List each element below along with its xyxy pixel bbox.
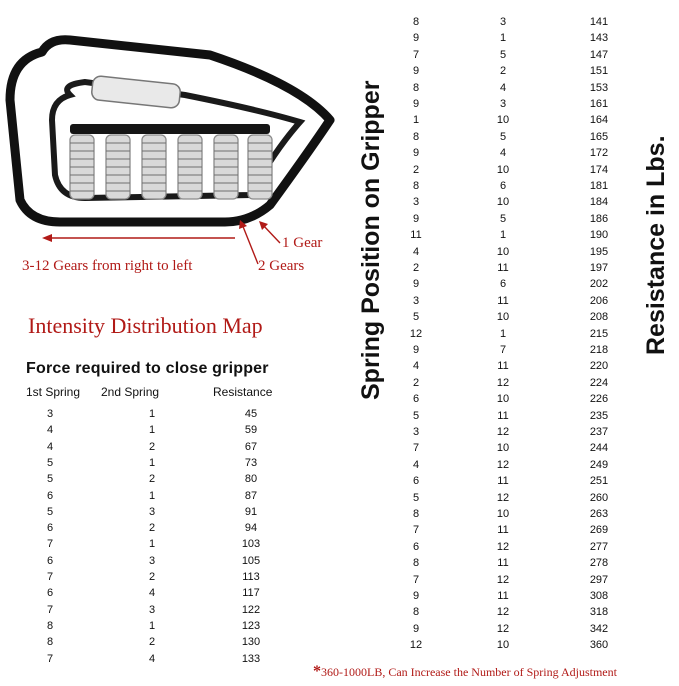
column-resistance: Resistance bbox=[213, 385, 273, 399]
second-spring-cell: 12 bbox=[496, 573, 510, 586]
first-spring-cell: 2 bbox=[412, 376, 420, 389]
first-spring-cell: 5 bbox=[412, 311, 420, 324]
table-row bbox=[380, 80, 640, 96]
column-second-spring: 2nd Spring bbox=[101, 385, 160, 399]
first-spring-cell: 6 bbox=[46, 522, 54, 535]
resistance-cell: 251 bbox=[589, 475, 609, 488]
resistance-cell: 190 bbox=[589, 229, 609, 242]
table-row bbox=[0, 422, 300, 438]
table-row bbox=[380, 227, 640, 243]
first-spring-cell: 4 bbox=[412, 245, 420, 258]
first-spring-cell: 5 bbox=[46, 505, 54, 518]
second-spring-cell: 12 bbox=[496, 426, 510, 438]
second-spring-cell: 10 bbox=[496, 639, 510, 652]
force-required-title: Force required to close gripper bbox=[26, 360, 269, 377]
first-spring-cell: 8 bbox=[412, 16, 420, 28]
resistance-cell: 277 bbox=[589, 540, 609, 553]
table-row bbox=[380, 260, 640, 276]
resistance-cell: 206 bbox=[589, 294, 609, 307]
table-row bbox=[380, 309, 640, 325]
second-spring-cell: 5 bbox=[499, 212, 507, 225]
table-row bbox=[380, 588, 640, 604]
second-spring-cell: 1 bbox=[148, 408, 156, 420]
table-row bbox=[380, 129, 640, 145]
second-spring-cell: 11 bbox=[497, 557, 509, 570]
resistance-cell: 130 bbox=[241, 636, 261, 649]
footnote-star: * bbox=[313, 663, 321, 680]
first-spring-cell: 12 bbox=[409, 639, 423, 652]
table-row bbox=[380, 375, 640, 391]
second-spring-cell: 10 bbox=[496, 163, 510, 176]
table-row bbox=[0, 504, 300, 520]
second-spring-cell: 11 bbox=[497, 409, 509, 422]
table-row bbox=[380, 342, 640, 358]
table-row bbox=[380, 63, 640, 79]
second-spring-cell: 1 bbox=[499, 229, 507, 242]
table-row bbox=[380, 572, 640, 588]
table-row bbox=[380, 211, 640, 227]
second-spring-cell: 12 bbox=[496, 458, 510, 471]
resistance-cell: 133 bbox=[241, 652, 261, 665]
footnote-text: 360-1000LB, Can Increase the Number of Spring Adjustment bbox=[321, 665, 617, 679]
table-row bbox=[380, 145, 640, 161]
table-row bbox=[380, 522, 640, 538]
second-spring-cell: 12 bbox=[496, 606, 510, 619]
first-spring-cell: 1 bbox=[412, 114, 420, 127]
first-spring-cell: 9 bbox=[412, 622, 420, 635]
resistance-cell: 103 bbox=[241, 538, 261, 551]
resistance-cell: 195 bbox=[589, 245, 609, 258]
table-row bbox=[380, 358, 640, 374]
resistance-cell: 342 bbox=[589, 622, 609, 635]
second-spring-cell: 4 bbox=[499, 147, 507, 160]
resistance-cell: 224 bbox=[589, 376, 609, 389]
first-spring-cell: 7 bbox=[46, 571, 54, 583]
second-spring-cell: 4 bbox=[148, 587, 156, 600]
second-spring-cell: 4 bbox=[499, 81, 507, 94]
second-spring-cell: 11 bbox=[497, 524, 509, 537]
resistance-cell: 117 bbox=[242, 587, 260, 600]
resistance-cell: 218 bbox=[589, 344, 609, 356]
table-row bbox=[380, 457, 640, 473]
table-row bbox=[380, 539, 640, 555]
resistance-cell: 186 bbox=[589, 212, 609, 225]
table-row bbox=[380, 293, 640, 309]
resistance-cell: 263 bbox=[589, 508, 609, 520]
second-spring-cell: 2 bbox=[499, 65, 507, 78]
table-row bbox=[0, 602, 300, 618]
table-row bbox=[380, 96, 640, 112]
first-spring-cell: 6 bbox=[412, 393, 420, 406]
second-spring-cell: 7 bbox=[499, 344, 507, 356]
first-spring-cell: 6 bbox=[46, 489, 54, 502]
resistance-cell: 141 bbox=[589, 16, 609, 28]
first-spring-cell: 3 bbox=[46, 408, 54, 420]
first-spring-cell: 6 bbox=[412, 475, 420, 488]
second-spring-cell: 1 bbox=[148, 489, 156, 502]
second-spring-cell: 12 bbox=[496, 540, 510, 553]
resistance-cell: 164 bbox=[589, 114, 609, 127]
second-spring-cell: 11 bbox=[497, 262, 509, 274]
table-row bbox=[380, 47, 640, 63]
first-spring-cell: 9 bbox=[412, 32, 420, 45]
table-row bbox=[380, 178, 640, 194]
second-spring-cell: 11 bbox=[497, 475, 509, 488]
resistance-cell: 260 bbox=[589, 491, 609, 504]
resistance-cell: 297 bbox=[589, 573, 609, 586]
resistance-cell: 143 bbox=[589, 32, 609, 45]
second-spring-cell: 1 bbox=[148, 538, 156, 551]
first-spring-cell: 5 bbox=[46, 473, 54, 486]
second-spring-cell: 10 bbox=[496, 311, 510, 324]
first-spring-cell: 9 bbox=[412, 98, 420, 110]
resistance-cell: 161 bbox=[589, 98, 609, 110]
first-spring-cell: 8 bbox=[46, 636, 54, 649]
second-spring-cell: 3 bbox=[499, 16, 507, 28]
first-spring-cell: 8 bbox=[412, 557, 420, 570]
resistance-cell: 220 bbox=[589, 360, 609, 373]
second-spring-cell: 10 bbox=[496, 393, 510, 406]
table-row bbox=[380, 14, 640, 30]
table-row bbox=[380, 244, 640, 260]
intensity-map-title: Intensity Distribution Map bbox=[28, 313, 263, 338]
column-first-spring: 1st Spring bbox=[26, 385, 81, 399]
table-row bbox=[0, 439, 300, 455]
second-spring-cell: 10 bbox=[496, 114, 510, 127]
table-row bbox=[0, 553, 300, 569]
resistance-cell: 123 bbox=[241, 619, 261, 632]
first-spring-cell: 2 bbox=[412, 163, 420, 176]
second-spring-cell: 1 bbox=[148, 619, 156, 632]
table-row bbox=[380, 194, 640, 210]
first-spring-cell: 9 bbox=[412, 65, 420, 78]
resistance-cell: 244 bbox=[589, 442, 609, 455]
first-spring-cell: 9 bbox=[412, 212, 420, 225]
resistance-cell: 59 bbox=[244, 424, 258, 437]
resistance-cell: 113 bbox=[242, 571, 260, 583]
resistance-cell: 80 bbox=[244, 473, 258, 486]
resistance-cell: 278 bbox=[589, 557, 609, 570]
second-spring-cell: 2 bbox=[148, 522, 156, 535]
resistance-cell: 91 bbox=[244, 505, 258, 518]
resistance-cell: 197 bbox=[589, 262, 609, 274]
resistance-cell: 308 bbox=[589, 590, 609, 602]
resistance-cell: 94 bbox=[244, 522, 258, 535]
second-spring-cell: 11 bbox=[497, 360, 509, 373]
table-row bbox=[380, 440, 640, 456]
first-spring-cell: 4 bbox=[46, 424, 54, 437]
left-resistance-table bbox=[0, 406, 300, 676]
table-row bbox=[380, 621, 640, 637]
first-spring-cell: 4 bbox=[412, 360, 420, 373]
table-row bbox=[380, 408, 640, 424]
second-spring-cell: 5 bbox=[499, 48, 507, 61]
first-spring-cell: 7 bbox=[412, 442, 420, 455]
second-spring-cell: 11 bbox=[497, 294, 509, 307]
first-spring-cell: 9 bbox=[412, 590, 420, 602]
gear-rail bbox=[70, 124, 270, 134]
second-spring-cell: 1 bbox=[148, 424, 156, 437]
resistance-cell: 269 bbox=[589, 524, 609, 537]
resistance-cell: 174 bbox=[589, 163, 609, 176]
gears-direction-label: 3-12 Gears from right to left bbox=[22, 258, 193, 274]
first-spring-cell: 7 bbox=[412, 524, 420, 537]
table-row bbox=[0, 455, 300, 471]
first-spring-cell: 4 bbox=[412, 458, 420, 471]
resistance-cell: 360 bbox=[589, 639, 609, 652]
resistance-cell: 235 bbox=[589, 409, 609, 422]
first-spring-cell: 8 bbox=[412, 606, 420, 619]
first-spring-cell: 5 bbox=[46, 456, 54, 469]
first-spring-cell: 6 bbox=[46, 587, 54, 600]
resistance-cell: 237 bbox=[589, 426, 609, 438]
first-spring-cell: 9 bbox=[412, 147, 420, 160]
spring-coils bbox=[70, 143, 272, 191]
table-row bbox=[380, 473, 640, 489]
resistance-cell: 73 bbox=[244, 456, 258, 469]
resistance-cell: 45 bbox=[244, 408, 258, 420]
second-spring-cell: 10 bbox=[496, 196, 510, 209]
one-gear-label: 1 Gear bbox=[282, 235, 323, 251]
first-spring-cell: 6 bbox=[46, 554, 54, 567]
first-spring-cell: 8 bbox=[412, 130, 420, 143]
table-row bbox=[380, 555, 640, 571]
two-gears-label: 2 Gears bbox=[258, 258, 305, 274]
second-spring-cell: 3 bbox=[148, 505, 156, 518]
resistance-cell: 184 bbox=[589, 196, 609, 209]
resistance-vertical-label: Resistance in Lbs. bbox=[642, 135, 670, 355]
table-row bbox=[380, 506, 640, 522]
resistance-cell: 122 bbox=[241, 603, 261, 616]
resistance-cell: 172 bbox=[589, 147, 609, 160]
resistance-cell: 318 bbox=[589, 606, 609, 619]
resistance-cell: 147 bbox=[589, 48, 609, 61]
first-spring-cell: 7 bbox=[46, 538, 54, 551]
table-row bbox=[380, 326, 640, 342]
table-row bbox=[0, 618, 300, 634]
first-spring-cell: 8 bbox=[46, 619, 54, 632]
resistance-cell: 249 bbox=[589, 458, 609, 471]
second-spring-cell: 3 bbox=[148, 603, 156, 616]
second-spring-cell: 12 bbox=[496, 376, 510, 389]
second-spring-cell: 2 bbox=[148, 473, 156, 486]
first-spring-cell: 3 bbox=[412, 426, 420, 438]
resistance-cell: 105 bbox=[241, 554, 261, 567]
resistance-cell: 181 bbox=[589, 180, 609, 192]
resistance-cell: 151 bbox=[589, 65, 609, 78]
first-spring-cell: 5 bbox=[412, 491, 420, 504]
first-spring-cell: 8 bbox=[412, 508, 420, 520]
table-row bbox=[0, 488, 300, 504]
second-spring-cell: 3 bbox=[499, 98, 507, 110]
second-spring-cell: 12 bbox=[496, 622, 510, 635]
resistance-cell: 153 bbox=[589, 81, 609, 94]
table-row bbox=[0, 634, 300, 650]
table-row bbox=[380, 637, 640, 653]
first-spring-cell: 5 bbox=[412, 409, 420, 422]
table-row bbox=[0, 471, 300, 487]
table-row bbox=[380, 112, 640, 128]
first-spring-cell: 3 bbox=[412, 294, 420, 307]
resistance-cell: 202 bbox=[589, 278, 609, 291]
table-row bbox=[380, 490, 640, 506]
second-spring-cell: 2 bbox=[148, 571, 156, 583]
first-spring-cell: 7 bbox=[412, 48, 420, 61]
second-spring-cell: 6 bbox=[499, 180, 507, 192]
table-row bbox=[0, 651, 300, 667]
table-row bbox=[0, 520, 300, 536]
table-row bbox=[0, 406, 300, 422]
second-spring-cell: 10 bbox=[496, 442, 510, 455]
spring-position-vertical-label: Spring Position on Gripper bbox=[357, 80, 385, 400]
first-spring-cell: 3 bbox=[412, 196, 420, 209]
second-spring-cell: 2 bbox=[148, 440, 156, 453]
resistance-cell: 87 bbox=[244, 489, 258, 502]
gripper-handle bbox=[91, 75, 181, 108]
second-spring-cell: 3 bbox=[148, 554, 156, 567]
first-spring-cell: 7 bbox=[46, 603, 54, 616]
second-spring-cell: 6 bbox=[499, 278, 507, 291]
table-row bbox=[380, 391, 640, 407]
first-spring-cell: 9 bbox=[412, 278, 420, 291]
table-row bbox=[0, 536, 300, 552]
table-row bbox=[380, 604, 640, 620]
second-spring-cell: 1 bbox=[499, 32, 507, 45]
first-spring-cell: 12 bbox=[409, 327, 423, 340]
first-spring-cell: 4 bbox=[46, 440, 54, 453]
table-row bbox=[380, 424, 640, 440]
resistance-cell: 226 bbox=[589, 393, 609, 406]
hand-gripper-image bbox=[0, 0, 340, 300]
resistance-cell: 165 bbox=[589, 130, 609, 143]
first-spring-cell: 6 bbox=[412, 540, 420, 553]
first-spring-cell: 7 bbox=[46, 652, 54, 665]
second-spring-cell: 10 bbox=[496, 245, 510, 258]
second-spring-cell: 2 bbox=[148, 636, 156, 649]
second-spring-cell: 4 bbox=[148, 652, 156, 665]
table-row bbox=[380, 30, 640, 46]
resistance-cell: 215 bbox=[589, 327, 609, 340]
second-spring-cell: 1 bbox=[499, 327, 507, 340]
first-spring-cell: 2 bbox=[412, 262, 420, 274]
second-spring-cell: 5 bbox=[499, 130, 507, 143]
resistance-cell: 67 bbox=[244, 440, 258, 453]
first-spring-cell: 11 bbox=[410, 229, 422, 242]
second-spring-cell: 12 bbox=[496, 491, 510, 504]
springs bbox=[70, 135, 272, 199]
first-spring-cell: 8 bbox=[412, 180, 420, 192]
first-spring-cell: 7 bbox=[412, 573, 420, 586]
resistance-cell: 208 bbox=[589, 311, 609, 324]
table-row bbox=[0, 569, 300, 585]
table-row bbox=[380, 162, 640, 178]
second-spring-cell: 1 bbox=[148, 456, 156, 469]
first-spring-cell: 9 bbox=[412, 344, 420, 356]
second-spring-cell: 11 bbox=[497, 590, 509, 602]
right-resistance-table bbox=[380, 14, 640, 664]
table-row bbox=[0, 585, 300, 601]
first-spring-cell: 8 bbox=[412, 81, 420, 94]
table-row bbox=[380, 276, 640, 292]
footnote bbox=[313, 663, 617, 681]
second-spring-cell: 10 bbox=[496, 508, 510, 520]
